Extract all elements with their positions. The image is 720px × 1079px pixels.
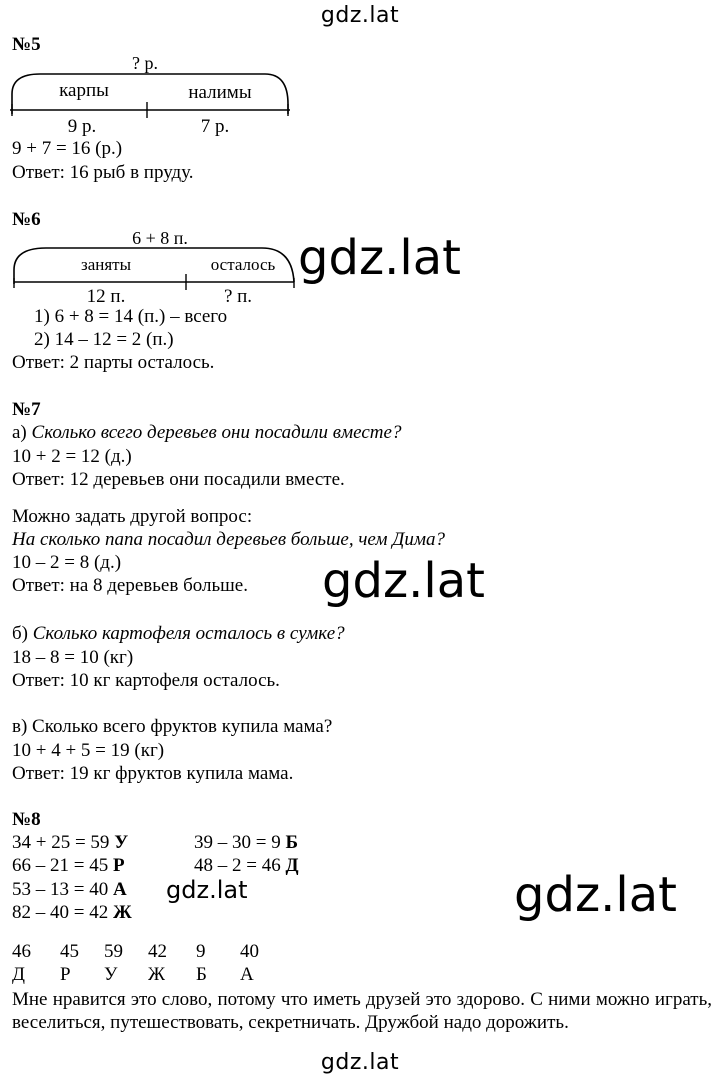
task5-left-value: 9 р. — [67, 116, 97, 136]
task8-equation: 82 – 40 = 42 Ж — [12, 902, 132, 923]
task7-alt-answer: Ответ: на 8 деревьев больше. — [12, 575, 248, 596]
watermark-bottom: gdz.lat — [320, 1050, 400, 1075]
task8-letter: Д — [12, 964, 25, 985]
watermark-small: gdz.lat — [166, 876, 248, 904]
task7-alt-equation: 10 – 2 = 8 (д.) — [12, 552, 122, 573]
task6-right-label: осталось — [210, 255, 276, 274]
task7-a-question-text: Сколько всего деревьев они посадили вместе? — [31, 422, 402, 443]
task6-heading: №6 — [12, 209, 41, 230]
task8-number: 46 — [12, 941, 31, 962]
task7-a-prefix: а) — [12, 422, 32, 443]
task8-equation: 48 – 2 = 46 Д — [194, 855, 299, 876]
task7-alt-intro: Можно задать другой вопрос: — [12, 506, 253, 527]
task8-number: 42 — [148, 941, 167, 962]
task5-answer: Ответ: 16 рыб в пруду. — [12, 162, 194, 183]
task8-heading: №8 — [12, 809, 41, 830]
task6-step2: 2) 14 – 12 = 2 (п.) — [34, 329, 174, 350]
task5-heading: №5 — [12, 34, 41, 55]
watermark-top: gdz.lat — [320, 3, 400, 28]
task7-b-prefix: б) — [12, 623, 33, 644]
task8-paragraph: Мне нравится это слово, потому что иметь друзей это здорово. С ними можно играть, веселиться, путешествовать, секретничать. Дружбой надо дорожить. — [12, 989, 712, 1033]
task6-step1: 1) 6 + 8 = 14 (п.) – всего — [34, 306, 228, 327]
task6-left-label: заняты — [80, 255, 132, 274]
task8-letter: Ж — [148, 964, 166, 985]
task7-v-equation: 10 + 4 + 5 = 19 (кг) — [12, 740, 165, 761]
task8-letter: Б — [196, 964, 207, 985]
task8-equation: 66 – 21 = 45 Р — [12, 855, 125, 876]
task7-b-question — [12, 623, 345, 645]
task8-number: 59 — [104, 941, 123, 962]
task8-equation: 53 – 13 = 40 А — [12, 879, 127, 900]
task8-equation: 39 – 30 = 9 Б — [194, 832, 299, 853]
watermark-large: gdz.lat — [514, 867, 677, 923]
task5-total-label: ? р. — [132, 53, 158, 73]
task7-a-question — [12, 422, 401, 444]
watermark-large: gdz.lat — [322, 553, 485, 609]
task6-answer: Ответ: 2 парты осталось. — [12, 352, 215, 373]
task8-number: 9 — [196, 941, 206, 962]
task6-diagram — [10, 226, 300, 306]
task7-v-answer: Ответ: 19 кг фруктов купила мама. — [12, 763, 294, 784]
task7-heading: №7 — [12, 399, 41, 420]
task8-equation: 34 + 25 = 59 У — [12, 832, 129, 853]
task6-right-value: ? п. — [223, 286, 253, 306]
task7-b-equation: 18 – 8 = 10 (кг) — [12, 647, 134, 668]
task7-b-question-text: Сколько картофеля осталось в сумке? — [32, 623, 345, 644]
task5-left-label: карпы — [59, 80, 109, 101]
task5-right-label: налимы — [188, 82, 252, 103]
task5-right-value: 7 р. — [200, 116, 230, 136]
task7-a-equation: 10 + 2 = 12 (д.) — [12, 446, 132, 467]
task7-v-question: в) Сколько всего фруктов купила мама? — [12, 716, 333, 737]
task6-total-label: 6 + 8 п. — [132, 228, 188, 248]
task5-equation: 9 + 7 = 16 (р.) — [12, 138, 123, 159]
watermark-large: gdz.lat — [298, 230, 461, 286]
task8-letter: А — [240, 964, 254, 985]
task7-alt-question: На сколько папа посадил деревьев больше, чем Дима? — [12, 529, 445, 550]
task6-left-value: 12 п. — [86, 286, 126, 306]
task7-a-answer: Ответ: 12 деревьев они посадили вместе. — [12, 469, 345, 490]
task8-number: 40 — [240, 941, 259, 962]
task8-number: 45 — [60, 941, 79, 962]
task5-diagram — [10, 52, 300, 136]
task7-b-answer: Ответ: 10 кг картофеля осталось. — [12, 670, 280, 691]
task8-letter: Р — [60, 964, 71, 985]
task8-letter: У — [104, 964, 118, 985]
